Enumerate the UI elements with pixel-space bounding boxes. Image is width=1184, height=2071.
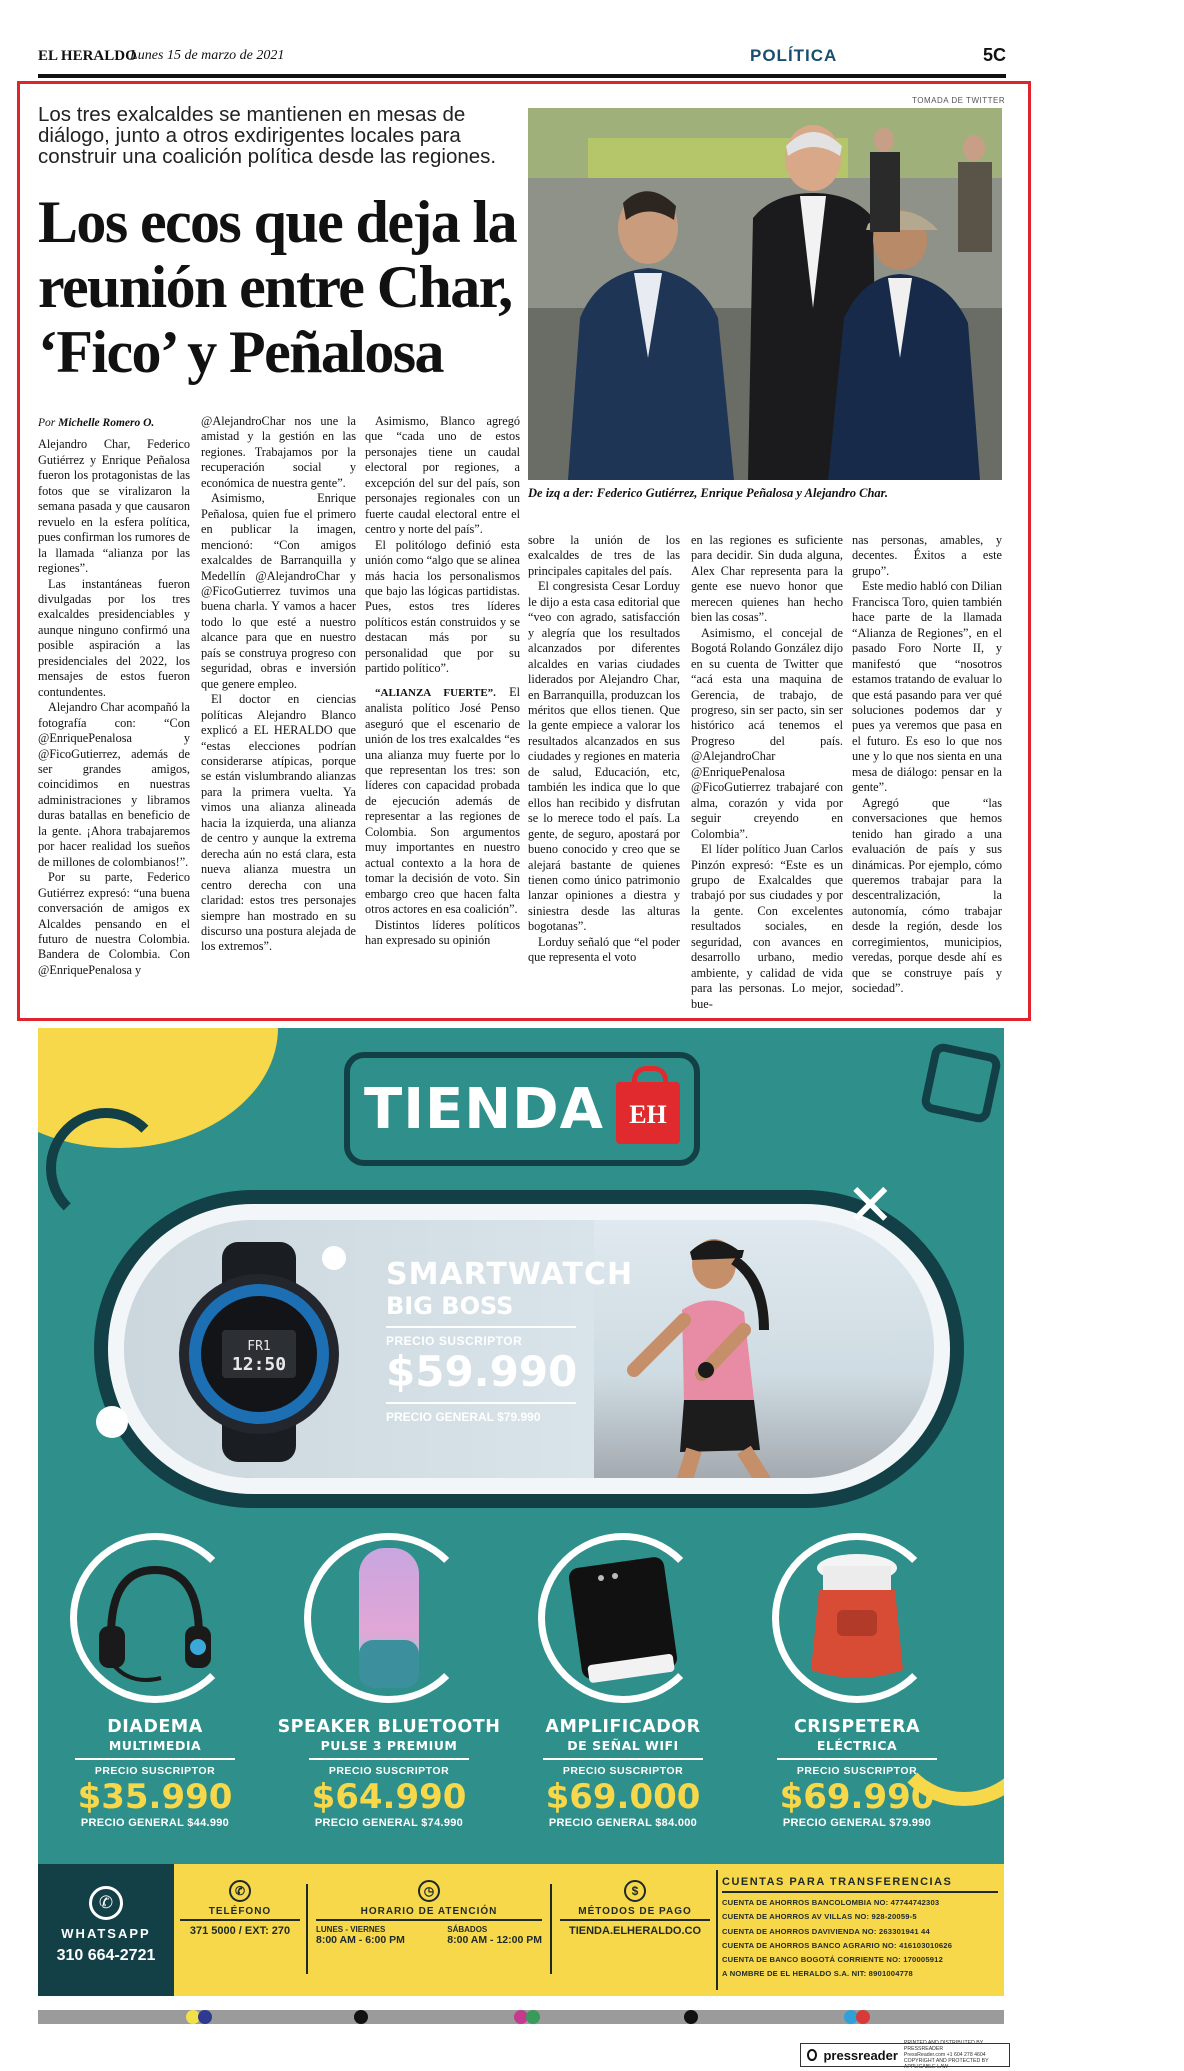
- smartwatch-image: [164, 1242, 354, 1462]
- pressreader-logo: pressreader: [823, 2047, 898, 2063]
- registration-dot-black: [354, 2010, 368, 2024]
- paragraph: Distintos líderes políticos han expresado su opinión: [365, 917, 520, 947]
- registration-dot-red: [856, 2010, 870, 2024]
- decor-dot: [96, 1406, 128, 1438]
- store-url: TIENDA.ELHERALDO.CO: [569, 1925, 701, 1937]
- paragraph: Asimismo, Enrique Peñalosa, quien fue el primero en publicar la imagen, mencionó: “Con amigos exalcaldes de Barranquilla y Medellín @AlejandroChar y @FicoGutierrez tuvimos una buena charla. Y vamos a hacer todo lo que esté a nuestro alcance para que en nuestro país se construya progreso con seguridad, obras e inversión que genere empleo.: [201, 491, 356, 691]
- decor-square: [919, 1041, 1002, 1124]
- paragraph: Las instantáneas fueron divulgadas por los tres exalcaldes presidenciables y aunque ninguno confirmó una posible aspiración a las presidenciales del 2022, los mensajes de estos fueron contundentes.: [38, 576, 190, 699]
- product-subtitle: MULTIMEDIA: [108, 1738, 202, 1753]
- payment-block: [560, 1880, 710, 1980]
- paragraph: Alejandro Char acompañó la fotografía con: “Con @EnriquePenalosa y @FicoGutierrez, además de ser grandes amigos, coincidimos en nuestras administraciones y libramos duras batallas en beneficio de la gente. ¡Ahora trabajaremos por hacer realidad los sueños de millones de colombianos!”.: [38, 700, 190, 869]
- general-price: PRECIO GENERAL $44.990: [80, 1817, 230, 1829]
- article-column-2: [201, 414, 356, 955]
- registration-dot-black: [684, 2010, 698, 2024]
- featured-product-name: SMARTWATCH: [386, 1257, 634, 1292]
- phone-value: 371 5000 / EXT: 270: [189, 1925, 291, 1937]
- issue-date: Lunes 15 de marzo de 2021: [130, 48, 285, 63]
- paragraph: Lorduy señaló que “el poder que representa el voto: [528, 934, 680, 965]
- product-name: AMPLIFICADOR: [545, 1717, 701, 1737]
- divider: [550, 1884, 552, 1974]
- hours-row: [316, 1925, 542, 1946]
- product-image-frame: [772, 1533, 942, 1703]
- page-number: 5C: [982, 45, 1006, 65]
- divider: [386, 1402, 576, 1404]
- product-image-frame: [538, 1533, 708, 1703]
- store-badge: EH: [629, 1100, 667, 1129]
- general-price: PRECIO GENERAL $84.000: [548, 1817, 698, 1829]
- saturday-hours: [447, 1925, 542, 1946]
- registration-dot-green: [526, 2010, 540, 2024]
- whatsapp-label: WHATSAPP: [61, 1926, 151, 1941]
- article-column-4: [528, 533, 680, 966]
- fine-print-line: COPYRIGHT AND PROTECTED BY APPLICABLE LAW: [903, 2058, 989, 2070]
- photo-credit: TOMADA DE TWITTER: [912, 96, 1006, 105]
- registration-dot-blue: [198, 2010, 212, 2024]
- divider: [306, 1884, 308, 1974]
- account-line: A NOMBRE DE EL HERALDO S.A. NIT: 8901004778: [722, 1969, 913, 1979]
- general-price: PRECIO GENERAL $79.990: [782, 1817, 932, 1829]
- paragraph: en las regiones es suficiente para decidir. Sin duda alguna, Alex Char representa para la gente ese nuevo honor que merecen quienes han hecho bien las cosas”.: [691, 533, 843, 625]
- product-card: [744, 1533, 970, 1829]
- paragraph: El politólogo definió esta unión como “algo que se alinea más hacia los personalismos que bajo las lógicas partidistas. Pues, estos tres líderes políticos están construidos y se destacan más por su personalidad que por su partido político”.: [365, 537, 520, 676]
- lead-in-rest: El analista político: [365, 684, 520, 716]
- subscriber-price: $59.990: [386, 1347, 578, 1396]
- subscriber-price-label: PRECIO SUSCRIPTOR: [562, 1765, 684, 1777]
- accounts-title: CUENTAS PARA TRANSFERENCIAS: [722, 1876, 998, 1893]
- divider: [386, 1326, 576, 1328]
- product-name: SPEAKER BLUETOOTH: [277, 1717, 501, 1737]
- ad-contact-bar: [38, 1864, 1004, 1996]
- paragraph: Agregó que “las conversaciones que hemos tenido han girado a una evaluación de país y sus dinámicas. Por ejemplo, cómo queremos trabajar para la descentralización, la autonomía, cómo trabajar desde la región, desde los corregimientos, municipios, veredas, porque desde ahí es que se construye país y sociedad”.: [852, 795, 1002, 996]
- paragraph: Asimismo, Blanco agregó que “cada uno de estos personajes tiene un caudal electoral por regiones, a excepción del sur del país, son personajes regionales con un fuerte caudal electoral entre el centro y norte del país”.: [365, 414, 520, 537]
- paragraph: @AlejandroChar nos une la amistad y la gestión en las regiones. Trabajamos por la recuperación social y económica de nuestra gente”.: [201, 414, 356, 490]
- general-price: PRECIO GENERAL $74.990: [314, 1817, 464, 1829]
- decor-dot: [322, 1246, 346, 1270]
- pressreader-fine-print: [904, 2040, 1009, 2070]
- subscriber-price: $35.990: [77, 1777, 233, 1817]
- paragraph: El líder político Juan Carlos Pinzón expresó: “Este es un grupo de Exalcaldes que trabajó por sus ciudades y por la gente. Con excelentes resultados sociales, en seguridad, con avances en desarrollo urbano, medio ambiente, y calidad de vida para las personas. Lo mejor, bue-: [691, 842, 843, 1011]
- paragraph: sobre la unión de los exalcaldes de tres de las principales capitales del país.: [528, 533, 680, 578]
- subhead-lead-in: “ALIANZA FUERTE”.: [375, 686, 496, 699]
- subscriber-price-label: PRECIO SUSCRIPTOR: [328, 1765, 450, 1777]
- article-column-3: [365, 414, 520, 948]
- paragraph: [365, 685, 520, 918]
- article-column-6: [852, 533, 1002, 997]
- general-price: PRECIO GENERAL $79.990: [386, 1410, 541, 1424]
- saturday-hours-value: 8:00 AM - 12:00 PM: [447, 1934, 542, 1946]
- weekday-hours: [316, 1925, 405, 1946]
- article-column-5: [691, 533, 843, 1012]
- account-line: CUENTA DE AHORROS AV VILLAS NO: 928-20059-5: [722, 1912, 917, 1922]
- phone-icon: ✆: [229, 1880, 251, 1902]
- masthead: [38, 44, 1006, 76]
- subscriber-price: $69.000: [545, 1777, 701, 1817]
- subscriber-price-label: PRECIO SUSCRIPTOR: [94, 1765, 216, 1777]
- paragraph: El congresista Cesar Lorduy le dijo a esta casa editorial que “veo con agrado, satisfacción y alegría que los resultados alcanzados por diferentes alcaldes en varias ciudades liderados por Alejandro Char, en Barranquilla, produzcan los méritos que ellos tienen. Que la gente empiece a valorar los resultados alcanzados en sus ciudades y regiones en materia de salud, Educación, etc, también les indica que lo que ellos han recibido y disfrutan se lo merece todo el país. La gente, de seguro, apostará por bueno conocido y creo que se alejará bastante de quienes tienen como único patrimonio lanzar opiniones a diestra y siniestra desde las alturas bogotanas”.: [528, 579, 680, 934]
- paragraph: Por su parte, Federico Gutiérrez expresó: “una buena conversación de amigos ex Alcaldes pensando en el futuro de nuestra Colombia. Bandera de Colombia. Con @EnriquePenalosa y: [38, 870, 190, 977]
- pressreader-logo-icon: [807, 2049, 817, 2061]
- product-card: [276, 1533, 502, 1829]
- product-card: [510, 1533, 736, 1829]
- weekdays-hours: 8:00 AM - 6:00 PM: [316, 1934, 405, 1946]
- close-icon: ✕: [846, 1171, 895, 1239]
- subscriber-price-label: PRECIO SUSCRIPTOR: [386, 1334, 523, 1348]
- paragraph: Asimismo, el concejal de Bogotá Rolando González dijo en su cuenta de Twitter que “acá esta una maquina de Gerencia, de trabajo, de progreso, sin ser pacto, sin ser histórico acá tenemos el Progreso del país. @AlejandroChar @EnriquePenalosa @FicoGutierrez trabajaré con alma, corazón y vida por seguir creyendo en Colombia”.: [691, 625, 843, 841]
- pressreader-badge: [800, 2040, 1010, 2070]
- product-image-frame: [70, 1533, 240, 1703]
- paragraph-text: José Penso aseguró que el escenario de unión de los tres exalcaldes “es una alianza muy fuerte por lo que representan los tres: son líderes con capacidad probada de ejecución además de representar a las regiones de Colombia. Son argumentos muy importantes en nuestro actual contexto a la hora de tomar la decisión de voto. Sin embargo creo que hacen falta otros actores en esa coalición”.: [365, 701, 521, 917]
- divider: [75, 1758, 235, 1760]
- store-advertisement: [38, 1028, 1004, 1996]
- product-name: CRISPETERA: [793, 1717, 921, 1737]
- product-subtitle: DE SEÑAL WIFI: [567, 1738, 679, 1753]
- paragraph: Alejandro Char, Federico Gutiérrez y Enrique Peñalosa fueron los protagonistas de las fotos que se viralizaron la semana pasada y que causaron revuelo en la esfera política, pues confirman los rumores de la llamada “alianza por las regiones”.: [38, 437, 190, 576]
- photo-caption: De izq a der: Federico Gutiérrez, Enrique Peñalosa y Alejandro Char.: [528, 486, 888, 500]
- fine-print-line: PressReader.com +1 604 278 4604: [903, 2052, 986, 2058]
- hours-block: [316, 1880, 542, 1980]
- product-subtitle: ELÉCTRICA: [816, 1738, 898, 1753]
- svg-text:FR1: FR1: [247, 1339, 271, 1354]
- speaker-icon: [311, 1540, 467, 1696]
- byline-author: Michelle Romero O.: [58, 417, 155, 429]
- featured-product-info: [386, 1258, 633, 1424]
- store-logo: [344, 1052, 700, 1166]
- photo-illustration: [528, 108, 1002, 480]
- weekdays-label: LUNES - VIERNES: [316, 1925, 386, 1934]
- paragraph: Este medio habló con Dilian Francisca Toro, quien también hace parte de la llamada “Alianza de Regiones”, en el pasado Foro Norte II, y manifestó que “nosotros estamos tratando de evaluar lo que está pasando para ver qué soluciones podemos dar y pues ya veremos que pasa en el futuro. Es eso lo que nos une y lo que nos sienta en una mesa de diálogo: pensar en la gente”.: [852, 579, 1003, 795]
- paragraph: El doctor en ciencias políticas Alejandro Blanco explicó a EL HERALDO que “estas elecciones podrían considerarse atípicas, porque se están vislumbrando alianzas para la primera vuelta. Ya vimos una alianza alineada hacia la izquierda, una alianza de centro y aunque la extrema derecha aún no está clara, esta nueva alianza muestra un centro derecha con una claridad: estos tres personajes siempre han mostrado en su discurso una postura alejada de los extremos”.: [201, 692, 356, 954]
- whatsapp-number: 310 664-2721: [56, 1947, 156, 1964]
- decor-ring: [46, 1108, 166, 1228]
- whatsapp-block: [38, 1864, 174, 1996]
- phone-label: TELÉFONO: [180, 1906, 300, 1921]
- masthead-rule: [38, 74, 1006, 78]
- divider: [777, 1758, 937, 1760]
- divider: [716, 1870, 718, 1990]
- subscriber-price: $64.990: [311, 1777, 467, 1817]
- store-name: TIENDA: [364, 1076, 604, 1142]
- paragraph: nas personas, amables, y decentes. Éxitos a este grupo”.: [852, 533, 1002, 578]
- fine-print-line: PRINTED AND DISTRIBUTED BY PRESSREADER: [903, 2040, 984, 2052]
- subscriber-price-label: PRECIO SUSCRIPTOR: [796, 1765, 918, 1777]
- account-line: CUENTA DE AHORROS BANCO AGRARIO NO: 416103010626: [722, 1940, 953, 1950]
- article-deck: Los tres exalcaldes se mantienen en mesas de diálogo, junto a otros exdirigentes locales para construir una coalición política desde las regiones.: [38, 103, 497, 168]
- divider: [309, 1758, 469, 1760]
- byline-prefix: Por: [38, 417, 56, 429]
- account-line: CUENTA DE AHORROS BANCOLOMBIA NO: 47744742303: [722, 1898, 940, 1908]
- clock-icon: ◷: [418, 1880, 440, 1902]
- phone-block: [180, 1880, 300, 1980]
- divider: [543, 1758, 703, 1760]
- account-line: CUENTA DE AHORROS DAVIVIENDA NO: 263301941 44: [722, 1926, 930, 1936]
- product-image-frame: [304, 1533, 474, 1703]
- article-headline: Los ecos que deja la reunión entre Char, ‘Fico’ y Peñalosa: [38, 189, 517, 385]
- product-name: DIADEMA: [107, 1717, 203, 1737]
- product-subtitle: PULSE 3 PREMIUM: [320, 1738, 458, 1753]
- hours-label: HORARIO DE ATENCIÓN: [316, 1906, 542, 1921]
- popcorn-maker-icon: [779, 1540, 935, 1696]
- subscriber-price: $69.990: [779, 1777, 935, 1817]
- byline: [38, 416, 190, 431]
- runner-image: [594, 1220, 894, 1478]
- account-line: CUENTA DE BANCO BOGOTÁ CORRIENTE NO: 170005912: [722, 1954, 944, 1964]
- headset-icon: [77, 1540, 233, 1696]
- payment-label: MÉTODOS DE PAGO: [560, 1906, 710, 1921]
- money-icon: $: [624, 1880, 646, 1902]
- bank-accounts: [722, 1876, 998, 1978]
- featured-product-model: BIG BOSS: [386, 1292, 514, 1320]
- svg-text:12:50: 12:50: [231, 1354, 287, 1375]
- newspaper-name: EL HERALDO: [38, 48, 137, 64]
- shopping-bag-icon: [616, 1082, 680, 1144]
- product-card: [42, 1533, 268, 1829]
- section-name: POLÍTICA: [750, 46, 838, 65]
- wifi-amplifier-icon: [545, 1540, 701, 1696]
- whatsapp-icon: ✆: [89, 1886, 123, 1920]
- saturday-label: SÁBADOS: [447, 1925, 488, 1934]
- article-column-1: [38, 416, 190, 978]
- article-photo: [528, 108, 1002, 480]
